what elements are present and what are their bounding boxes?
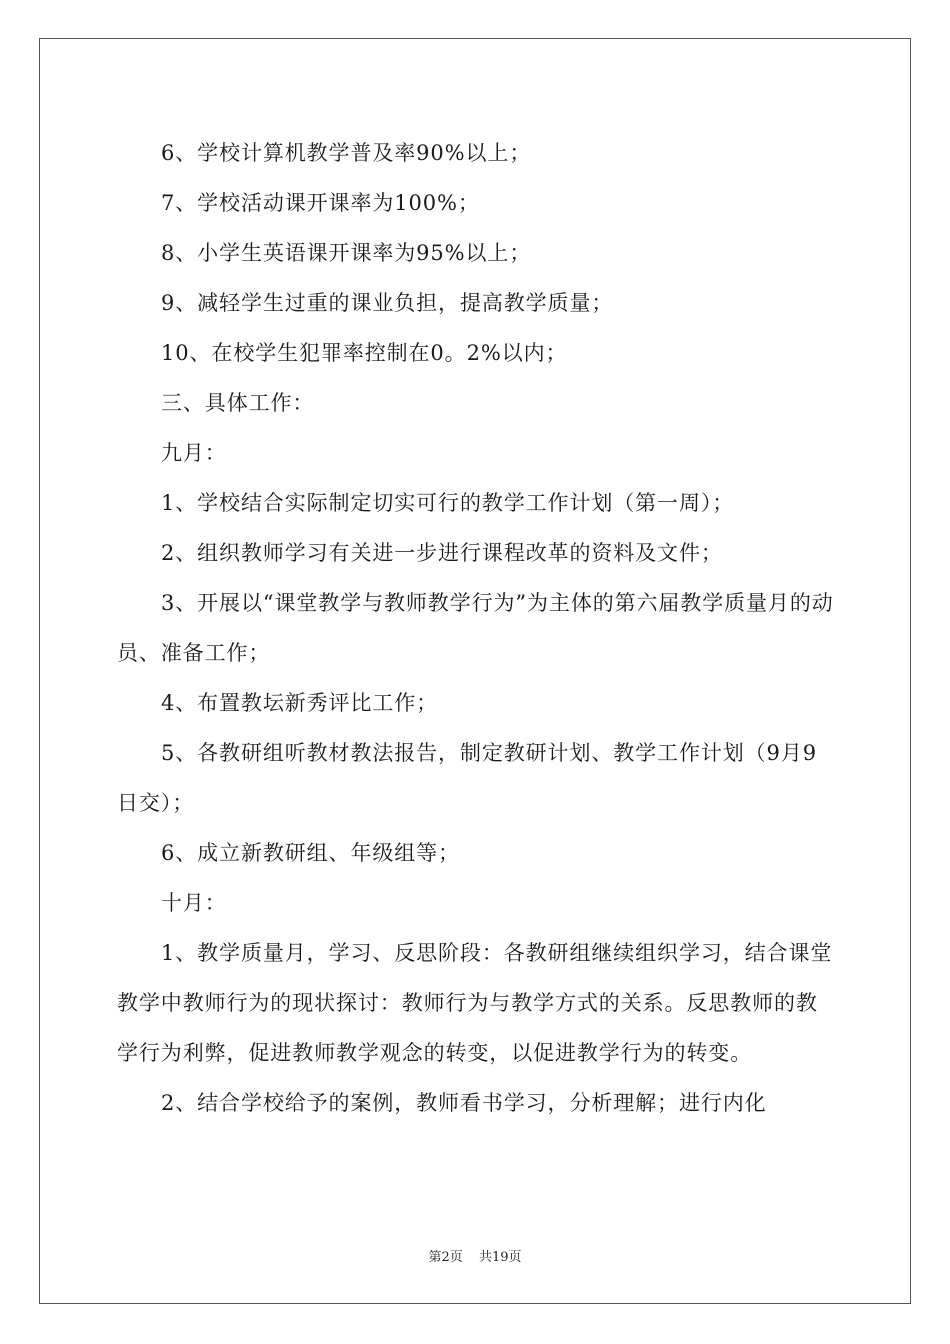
paragraph: 6、成立新教研组、年级组等； bbox=[161, 841, 460, 865]
page-footer bbox=[0, 1246, 950, 1265]
page-total: 共19页 bbox=[478, 1250, 522, 1265]
month-heading: 九月： bbox=[161, 441, 227, 465]
paragraph: 8、小学生英语课开课率为95%以上； bbox=[161, 241, 532, 265]
paragraph: 2、结合学校给予的案例，教师看书学习，分析理解；进行内化 bbox=[161, 1091, 767, 1115]
paragraph: 1、教学质量月，学习、反思阶段：各教研组继续组织学习，结合课堂教学中教师行为的现状探讨：教师行为与教学方式的关系。反思教师的教学行为利弊，促进教师教学观念的转变，以促进教学行为的转变。 bbox=[117, 941, 833, 1065]
month-heading: 十月： bbox=[161, 891, 227, 915]
document-body bbox=[117, 128, 835, 1128]
paragraph: 5、各教研组听教材教法报告，制定教研计划、教学工作计划（9月9日交）； bbox=[117, 741, 817, 815]
paragraph: 7、学校活动课开课率为100%； bbox=[161, 191, 480, 215]
paragraph: 3、开展以“课堂教学与教师教学行为”为主体的第六届教学质量月的动员、准备工作； bbox=[117, 591, 834, 665]
section-heading: 三、具体工作： bbox=[161, 391, 315, 415]
paragraph: 9、减轻学生过重的课业负担，提高教学质量； bbox=[161, 291, 614, 315]
paragraph: 2、组织教师学习有关进一步进行课程改革的资料及文件； bbox=[161, 541, 723, 565]
paragraph: 1、学校结合实际制定切实可行的教学工作计划（第一周）； bbox=[161, 491, 735, 515]
paragraph: 4、布置教坛新秀评比工作； bbox=[161, 691, 439, 715]
page-number: 第2页 bbox=[428, 1250, 463, 1265]
paragraph: 10、在校学生犯罪率控制在0。2%以内； bbox=[161, 341, 568, 365]
paragraph: 6、学校计算机教学普及率90%以上； bbox=[161, 141, 532, 165]
